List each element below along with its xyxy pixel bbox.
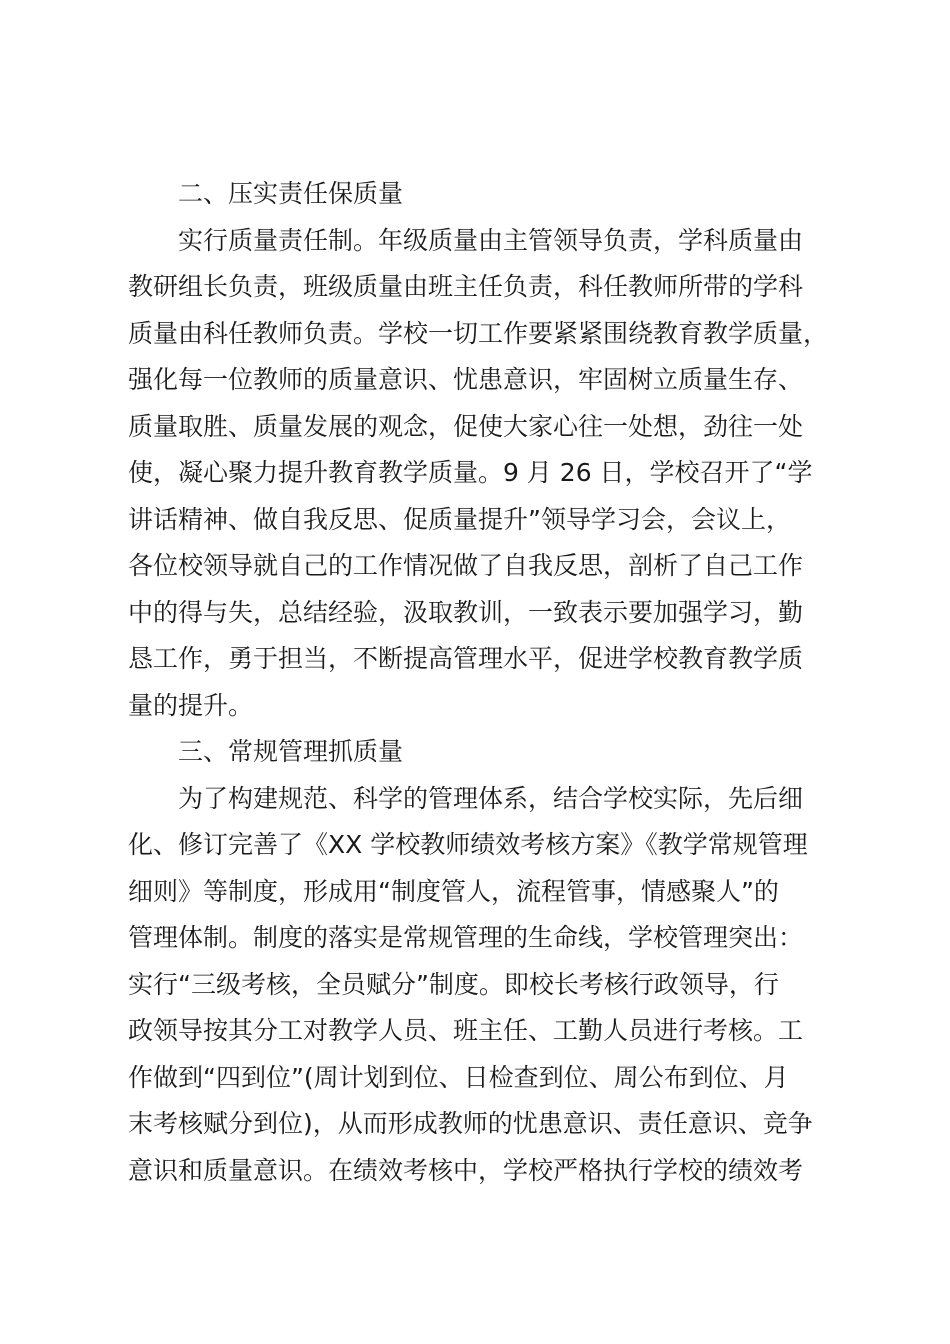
paragraph-line: 讲话精神、做自我反思、促质量提升”领导学习会，会议上， [128,504,791,534]
paragraph-line: 恳工作，勇于担当，不断提高管理水平，促进学校教育教学质 [128,644,804,673]
paragraph-line: 教研组长负责，班级质量由班主任负责，科任教师所带的学科 [128,272,804,301]
paragraph-line: 化、修订完善了《XX 学校教师绩效考核方案》《教学常规管理 [128,830,808,859]
paragraph-first-line: 为了构建规范、科学的管理体系，结合学校实际，先后细 [178,783,804,813]
paragraph-line: 强化每一位教师的质量意识、忧患意识，牢固树立质量生存、 [128,365,804,394]
paragraph-line: 作做到“四到位”(周计划到位、日检查到位、周公布到位、月 [128,1062,789,1092]
paragraph-line: 各位校领导就自己的工作情况做了自我反思，剖析了自己工作 [128,551,804,580]
paragraph-first-line: 二、压实责任保质量 [178,179,404,208]
paragraph-line: 管理体制。制度的落实是常规管理的生命线，学校管理突出： [128,923,804,952]
paragraph-line: 实行“三级考核，全员赋分”制度。即校长考核行政领导，行 [128,969,779,999]
paragraph-line: 中的得与失，总结经验，汲取教训，一致表示要加强学习，勤 [128,597,804,627]
paragraph-line: 细则》等制度，形成用“制度管人，流程管事，情感聚人”的 [128,876,779,906]
paragraph-line: 质量由科任教师负责。学校一切工作要紧紧围绕教育教学质量， [128,318,829,348]
document-body [128,171,828,1194]
paragraph-line: 使，凝心聚力提升教育教学质量。9 月 26 日，学校召开了“学 [128,458,813,487]
paragraph-line: 意识和质量意识。在绩效考核中，学校严格执行学校的绩效考 [128,1155,804,1185]
paragraph-line: 末考核赋分到位)，从而形成教师的忧患意识、责任意识、竞争 [128,1109,813,1138]
paragraph-line: 量的提升。 [128,690,254,720]
paragraph-first-line: 实行质量责任制。年级质量由主管领导负责，学科质量由 [178,225,804,255]
paragraph-line: 质量取胜、质量发展的观念，促使大家心往一处想，劲往一处 [128,411,804,441]
paragraph-line: 政领导按其分工对教学人员、班主任、工勤人员进行考核。工 [128,1016,804,1045]
paragraph-first-line: 三、常规管理抓质量 [178,737,404,766]
